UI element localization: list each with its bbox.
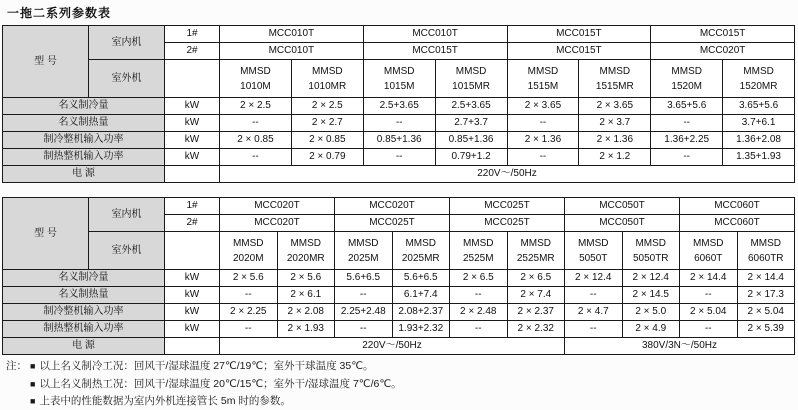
- spec-value-cell: 3.65+5.6: [723, 98, 795, 115]
- spec-value-cell: --: [220, 115, 292, 132]
- spec-value-cell: --: [450, 321, 508, 338]
- outdoor-brand-line: MMSD: [312, 65, 343, 77]
- power-label-cell: 电 源: [3, 338, 165, 355]
- outdoor-brand-line: MMSD: [599, 65, 631, 77]
- spec-value-cell: 2 × 2.25: [220, 304, 278, 321]
- indoor-2-model-cell: MCC015T: [363, 43, 507, 60]
- note-bullet-icon: ■: [30, 378, 36, 389]
- spec-row-unit-cell: kW: [165, 270, 220, 287]
- outdoor-unit-row: [3, 60, 795, 98]
- spec-row-label-cell: 名义制冷量: [3, 98, 165, 115]
- spec-row-label-cell: 制冷整机输入功率: [3, 132, 165, 149]
- model-header-cell: 型 号: [3, 198, 89, 270]
- spec-value-cell: 2 × 0.85: [291, 132, 363, 149]
- note-bullet-icon: ■: [30, 396, 36, 406]
- spec-value-cell: 3.7+6.1: [723, 115, 795, 132]
- outdoor-model-line: 1015M: [383, 80, 415, 92]
- spec-value-cell: --: [507, 149, 579, 166]
- spec-row: [3, 98, 795, 115]
- spec-row: [3, 287, 795, 304]
- spec-value-cell: --: [565, 287, 623, 304]
- spec-row: [3, 270, 795, 287]
- outdoor-brand-line: MMSD: [527, 65, 559, 77]
- spec-value-cell: 2.7+3.7: [435, 115, 507, 132]
- spec-row-unit-cell: kW: [165, 115, 220, 132]
- note-line: [6, 393, 402, 410]
- spec-value-cell: 2 × 3.65: [579, 98, 651, 115]
- outdoor-brand-line: MMSD: [455, 65, 487, 77]
- spec-value-cell: 2 × 6.1: [277, 287, 335, 304]
- outdoor-model-line: 2025MR: [401, 252, 440, 264]
- indoor-1-model-cell: MCC010T: [363, 26, 507, 43]
- spec-value-cell: 2.5+3.65: [363, 98, 435, 115]
- spec-value-cell: 2 × 5.0: [622, 304, 680, 321]
- indoor-2-model-cell: MCC025T: [450, 215, 565, 232]
- outdoor-brand-line: MMSD: [462, 237, 494, 249]
- spec-row-label-cell: 制热整机输入功率: [3, 149, 165, 166]
- outdoor-model-line: 1520M: [671, 80, 702, 92]
- spec-row: [3, 149, 795, 166]
- spec-row-label-cell: 制冷整机输入功率: [3, 304, 165, 321]
- spec-value-cell: --: [220, 287, 278, 304]
- outdoor-model-cell: [651, 60, 723, 98]
- spec-value-cell: 2 × 5.6: [220, 270, 278, 287]
- page-title: 一拖二系列参数表: [7, 6, 112, 20]
- spec-value-cell: 2 × 12.4: [622, 270, 680, 287]
- outdoor-brand-line: MMSD: [232, 237, 264, 249]
- spec-value-cell: 2.25+2.48: [335, 304, 393, 321]
- note-text: 上表中的性能数据为室内外机连接管长 5m 时的参数。: [39, 395, 291, 407]
- spec-row-unit-cell: kW: [165, 321, 220, 338]
- spec-row-unit-cell: kW: [165, 149, 220, 166]
- indoor-1-model-cell: MCC050T: [565, 198, 680, 215]
- spec-value-cell: --: [450, 287, 508, 304]
- power-value-cell: 380V/3N～/50Hz: [565, 338, 795, 355]
- indoor-1-model-cell: MCC010T: [220, 26, 364, 43]
- spec-value-cell: 6.1+7.4: [392, 287, 450, 304]
- spec-value-cell: 2 × 12.4: [565, 270, 623, 287]
- spec-value-cell: 1.93+2.32: [392, 321, 450, 338]
- spec-value-cell: 2 × 3.7: [579, 115, 651, 132]
- outdoor-model-line: 1520MR: [739, 80, 778, 92]
- outdoor-unit-blank-cell: [165, 232, 220, 270]
- note-text: 以上名义制冷工况：回风干/湿球温度 27℃/19℃；室外干球温度 35℃。: [39, 360, 374, 372]
- power-supply-row: [3, 338, 795, 355]
- spec-table-2-container: [2, 197, 796, 355]
- indoor-unit-1-row: [3, 198, 795, 215]
- outdoor-brand-line: MMSD: [405, 237, 437, 249]
- spec-value-cell: 2 × 5.6: [277, 270, 335, 287]
- power-blank-cell: [165, 166, 220, 183]
- indoor-unit-header-cell: 室内机: [89, 26, 165, 60]
- spec-value-cell: 3.65+5.6: [651, 98, 723, 115]
- power-value-cell: 220V～/50Hz: [220, 166, 795, 183]
- outdoor-model-cell: [277, 232, 335, 270]
- outdoor-model-cell: [565, 232, 623, 270]
- spec-value-cell: --: [651, 149, 723, 166]
- spec-value-cell: 1.35+1.93: [723, 149, 795, 166]
- outdoor-brand-line: MMSD: [750, 237, 782, 249]
- outdoor-model-cell: [622, 232, 680, 270]
- outdoor-model-cell: [435, 60, 507, 98]
- indoor-2-model-cell: MCC050T: [565, 215, 680, 232]
- outdoor-model-line: 2020MR: [286, 252, 325, 264]
- spec-row-unit-cell: kW: [165, 98, 220, 115]
- spec-value-cell: --: [680, 321, 738, 338]
- note-line: [6, 358, 402, 376]
- indoor-1-model-cell: MCC025T: [450, 198, 565, 215]
- spec-value-cell: 2 × 3.65: [507, 98, 579, 115]
- outdoor-model-line: 2020M: [232, 252, 264, 264]
- spec-value-cell: 2 × 2.5: [291, 98, 363, 115]
- footnotes: [6, 358, 402, 410]
- indoor-1-model-cell: MCC015T: [507, 26, 651, 43]
- power-supply-row: [3, 166, 795, 183]
- outdoor-model-cell: [723, 60, 795, 98]
- indoor-2-model-cell: MCC020T: [651, 43, 795, 60]
- outdoor-model-line: 5050TR: [632, 252, 669, 264]
- spec-value-cell: --: [335, 321, 393, 338]
- spec-value-cell: 2 × 1.36: [579, 132, 651, 149]
- spec-value-cell: --: [335, 287, 393, 304]
- spec-value-cell: 2 × 7.4: [507, 287, 565, 304]
- spec-value-cell: 0.79+1.2: [435, 149, 507, 166]
- spec-value-cell: 2 × 6.5: [507, 270, 565, 287]
- indoor-1-label-cell: 1#: [165, 26, 220, 43]
- spec-table-2: [2, 197, 795, 355]
- spec-row: [3, 115, 795, 132]
- spec-value-cell: 2 × 2.48: [450, 304, 508, 321]
- model-header-cell: 型 号: [3, 26, 89, 98]
- spec-value-cell: 2 × 2.5: [220, 98, 292, 115]
- outdoor-model-cell: [363, 60, 435, 98]
- spec-value-cell: 2 × 1.2: [579, 149, 651, 166]
- spec-row-unit-cell: kW: [165, 304, 220, 321]
- spec-row-label-cell: 制热整机输入功率: [3, 321, 165, 338]
- spec-value-cell: 2 × 5.04: [680, 304, 738, 321]
- outdoor-model-cell: [507, 232, 565, 270]
- spec-value-cell: 1.36+2.08: [723, 132, 795, 149]
- spec-value-cell: 2 × 5.04: [737, 304, 795, 321]
- spec-value-cell: 5.6+6.5: [335, 270, 393, 287]
- outdoor-model-line: 1015MR: [452, 80, 490, 92]
- indoor-2-model-cell: MCC060T: [680, 215, 795, 232]
- spec-row-label-cell: 名义制热量: [3, 287, 165, 304]
- outdoor-brand-line: MMSD: [383, 65, 415, 77]
- spec-table-1: [2, 25, 795, 183]
- note-line: [6, 376, 402, 394]
- outdoor-model-cell: [450, 232, 508, 270]
- note-prefix: 注：: [6, 360, 27, 372]
- spec-value-cell: 2 × 2.08: [277, 304, 335, 321]
- spec-row: [3, 304, 795, 321]
- indoor-2-label-cell: 2#: [165, 215, 220, 232]
- spec-value-cell: 2.5+3.65: [435, 98, 507, 115]
- spec-value-cell: --: [363, 115, 435, 132]
- spec-row-label-cell: 名义制冷量: [3, 270, 165, 287]
- outdoor-model-cell: [737, 232, 795, 270]
- indoor-1-label-cell: 1#: [165, 198, 220, 215]
- spec-value-cell: 2 × 14.5: [622, 287, 680, 304]
- spec-value-cell: 2 × 17.3: [737, 287, 795, 304]
- spec-row: [3, 321, 795, 338]
- outdoor-model-line: 2525M: [462, 252, 494, 264]
- spec-value-cell: 2 × 14.4: [737, 270, 795, 287]
- indoor-2-model-cell: MCC015T: [507, 43, 651, 60]
- spec-value-cell: 2 × 1.93: [277, 321, 335, 338]
- outdoor-brand-line: MMSD: [671, 65, 702, 77]
- outdoor-model-cell: [291, 60, 363, 98]
- indoor-unit-1-row: [3, 26, 795, 43]
- outdoor-model-line: 5050T: [579, 252, 608, 264]
- spec-value-cell: 0.85+1.36: [435, 132, 507, 149]
- spec-value-cell: --: [220, 321, 278, 338]
- spec-row: [3, 132, 795, 149]
- spec-row-unit-cell: kW: [165, 132, 220, 149]
- outdoor-brand-line: MMSD: [520, 237, 552, 249]
- outdoor-brand-line: MMSD: [347, 237, 379, 249]
- indoor-unit-header-cell: 室内机: [89, 198, 165, 232]
- outdoor-model-cell: [392, 232, 450, 270]
- note-text: 以上名义制热工况：回风干/湿球温度 20℃/15℃；室外干/湿球温度 7℃/6℃。: [39, 377, 402, 390]
- spec-value-cell: 2 × 2.32: [507, 321, 565, 338]
- outdoor-model-cell: [220, 232, 278, 270]
- outdoor-unit-header-cell: 室外机: [89, 60, 165, 98]
- indoor-1-model-cell: MCC020T: [335, 198, 450, 215]
- outdoor-unit-blank-cell: [165, 60, 220, 98]
- spec-value-cell: 2 × 14.4: [680, 270, 738, 287]
- outdoor-unit-header-cell: 室外机: [89, 232, 165, 270]
- spec-value-cell: 1.36+2.25: [651, 132, 723, 149]
- spec-value-cell: 2 × 4.7: [565, 304, 623, 321]
- spec-value-cell: 2 × 5.39: [737, 321, 795, 338]
- indoor-2-model-cell: MCC010T: [220, 43, 364, 60]
- outdoor-brand-line: MMSD: [692, 237, 724, 249]
- outdoor-model-line: 6060TR: [747, 252, 784, 264]
- spec-value-cell: 2 × 0.85: [220, 132, 292, 149]
- spec-value-cell: --: [651, 115, 723, 132]
- power-label-cell: 电 源: [3, 166, 165, 183]
- spec-value-cell: --: [220, 149, 292, 166]
- power-blank-cell: [165, 338, 220, 355]
- outdoor-model-line: 2025M: [347, 252, 379, 264]
- indoor-2-label-cell: 2#: [165, 43, 220, 60]
- outdoor-model-cell: [507, 60, 579, 98]
- spec-row-label-cell: 名义制热量: [3, 115, 165, 132]
- spec-value-cell: --: [507, 115, 579, 132]
- spec-value-cell: 0.85+1.36: [363, 132, 435, 149]
- spec-value-cell: 2 × 2.7: [291, 115, 363, 132]
- outdoor-model-line: 1010MR: [308, 80, 347, 92]
- spec-value-cell: --: [363, 149, 435, 166]
- spec-value-cell: 2 × 0.79: [291, 149, 363, 166]
- outdoor-model-line: 6060T: [694, 252, 723, 264]
- indoor-2-model-cell: MCC025T: [335, 215, 450, 232]
- outdoor-brand-line: MMSD: [743, 65, 774, 77]
- outdoor-model-line: 2525MR: [516, 252, 555, 264]
- outdoor-model-line: 1515MR: [595, 80, 634, 92]
- outdoor-brand-line: MMSD: [240, 65, 271, 77]
- outdoor-unit-row: [3, 232, 795, 270]
- indoor-1-model-cell: MCC060T: [680, 198, 795, 215]
- power-value-cell: 220V～/50Hz: [220, 338, 565, 355]
- spec-value-cell: --: [680, 287, 738, 304]
- outdoor-model-cell: [579, 60, 651, 98]
- spec-value-cell: 2.08+2.37: [392, 304, 450, 321]
- outdoor-model-cell: [220, 60, 292, 98]
- outdoor-model-line: 1515M: [527, 80, 559, 92]
- outdoor-brand-line: MMSD: [635, 237, 667, 249]
- spec-value-cell: --: [565, 321, 623, 338]
- outdoor-brand-line: MMSD: [290, 237, 322, 249]
- outdoor-model-cell: [335, 232, 393, 270]
- spec-value-cell: 2 × 6.5: [450, 270, 508, 287]
- outdoor-model-cell: [680, 232, 738, 270]
- indoor-1-model-cell: MCC020T: [220, 198, 335, 215]
- outdoor-model-line: 1010M: [240, 80, 271, 92]
- note-bullet-icon: ■: [30, 361, 36, 371]
- spec-value-cell: 2 × 4.9: [622, 321, 680, 338]
- indoor-2-model-cell: MCC020T: [220, 215, 335, 232]
- spec-row-unit-cell: kW: [165, 287, 220, 304]
- spec-value-cell: 5.6+6.5: [392, 270, 450, 287]
- indoor-1-model-cell: MCC015T: [651, 26, 795, 43]
- spec-value-cell: 2 × 2.37: [507, 304, 565, 321]
- outdoor-brand-line: MMSD: [577, 237, 609, 249]
- spec-table-1-container: [2, 25, 796, 183]
- spec-value-cell: 2 × 1.36: [507, 132, 579, 149]
